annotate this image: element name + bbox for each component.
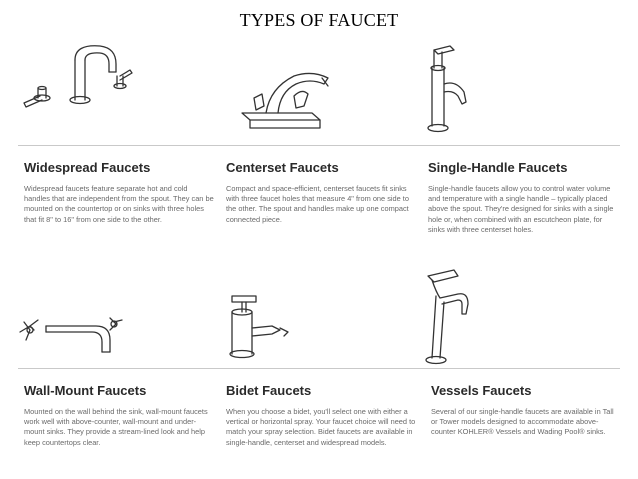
- bidet-faucet-illustration: [222, 290, 312, 365]
- centerset-faucet-illustration: [232, 58, 342, 138]
- top-row-divider: [18, 145, 620, 146]
- single-handle-faucets-card: [428, 160, 618, 235]
- wall-mount-faucet-illustration: [16, 308, 126, 368]
- card-description: When you choose a bidet, you'll select one with either a vertical or horizontal spray. Your faucet choice will need to match your spray selection. Bidet faucets are available in single-handle, centerset and widespread models.: [226, 407, 416, 447]
- bottom-row-divider: [18, 368, 620, 369]
- card-heading: Centerset Faucets: [226, 160, 339, 175]
- card-description: Single-handle faucets allow you to control water volume and temperature with a single handle – typically placed above the spout. They're designed for sinks with a single hole or, when combined with an escutcheon plate, for sinks with three centerset holes.: [428, 184, 614, 234]
- vessel-faucet-illustration: [418, 268, 488, 373]
- wall-mount-faucets-card: [24, 383, 214, 448]
- card-description: Widespread faucets feature separate hot and cold handles that are independent from the spout. They can be mounted on the countertop or on sinks with three holes that fit 8" to 16" from one side to the other.: [24, 184, 214, 224]
- card-description: Compact and space-efficient, centerset faucets fit sinks with three faucet holes that measure 4" from one side to the other. The spout and handles make up one compact connected piece.: [226, 184, 409, 224]
- card-heading: Single-Handle Faucets: [428, 160, 568, 175]
- single-handle-faucet-illustration: [420, 40, 500, 140]
- card-description: Mounted on the wall behind the sink, wall-mount faucets work well with above-counter, wall-mount and under-mount sinks. They provide a stream-lined look and help keep countertops clear.: [24, 407, 208, 447]
- card-description: Several of our single-handle faucets are available in Tall or Tower models designed to accommodate above-counter KOHLER® Vessels and Wading Pool® sinks.: [431, 407, 614, 437]
- card-heading: Vessels Faucets: [431, 383, 532, 398]
- page-title: TYPES OF FAUCET: [239, 10, 399, 30]
- card-heading: Widespread Faucets: [24, 160, 151, 175]
- centerset-faucets-card: [226, 160, 416, 225]
- card-heading: Bidet Faucets: [226, 383, 312, 398]
- bidet-faucets-card: [226, 383, 416, 448]
- vessels-faucets-card: [431, 383, 621, 438]
- widespread-faucet-illustration: [20, 40, 140, 120]
- card-heading: Wall-Mount Faucets: [24, 383, 147, 398]
- widespread-faucets-card: [24, 160, 214, 225]
